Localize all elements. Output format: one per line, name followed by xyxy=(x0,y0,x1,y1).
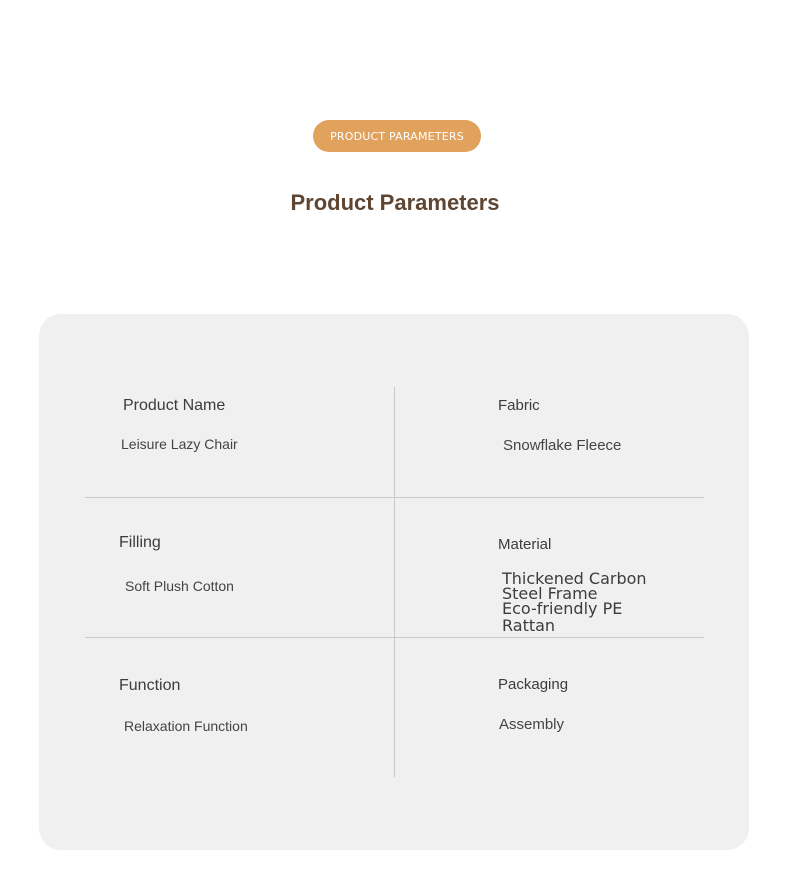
page-title: Product Parameters xyxy=(290,190,500,215)
material-value xyxy=(502,571,647,633)
material-value-line: Eco-friendly PE xyxy=(502,599,623,618)
material-value-line: Rattan xyxy=(502,616,556,635)
product-name-value: Leisure Lazy Chair xyxy=(121,436,238,452)
packaging-label: Packaging xyxy=(498,676,569,693)
fabric-label: Fabric xyxy=(498,397,540,414)
material-value-line: Thickened Carbon xyxy=(502,569,647,588)
function-label: Function xyxy=(119,677,181,694)
packaging-value: Assembly xyxy=(499,716,565,733)
product-name-label: Product Name xyxy=(123,397,226,414)
function-value: Relaxation Function xyxy=(124,718,248,734)
section-badge: PRODUCT PARAMETERS xyxy=(313,120,481,152)
filling-value: Soft Plush Cotton xyxy=(125,578,234,594)
material-value-line: Steel Frame xyxy=(502,584,598,603)
filling-label: Filling xyxy=(119,534,161,551)
fabric-value: Snowflake Fleece xyxy=(503,437,622,454)
row-divider-2 xyxy=(85,637,704,638)
material-label: Material xyxy=(498,536,552,553)
vertical-divider xyxy=(394,387,395,777)
row-divider-1 xyxy=(85,497,704,498)
